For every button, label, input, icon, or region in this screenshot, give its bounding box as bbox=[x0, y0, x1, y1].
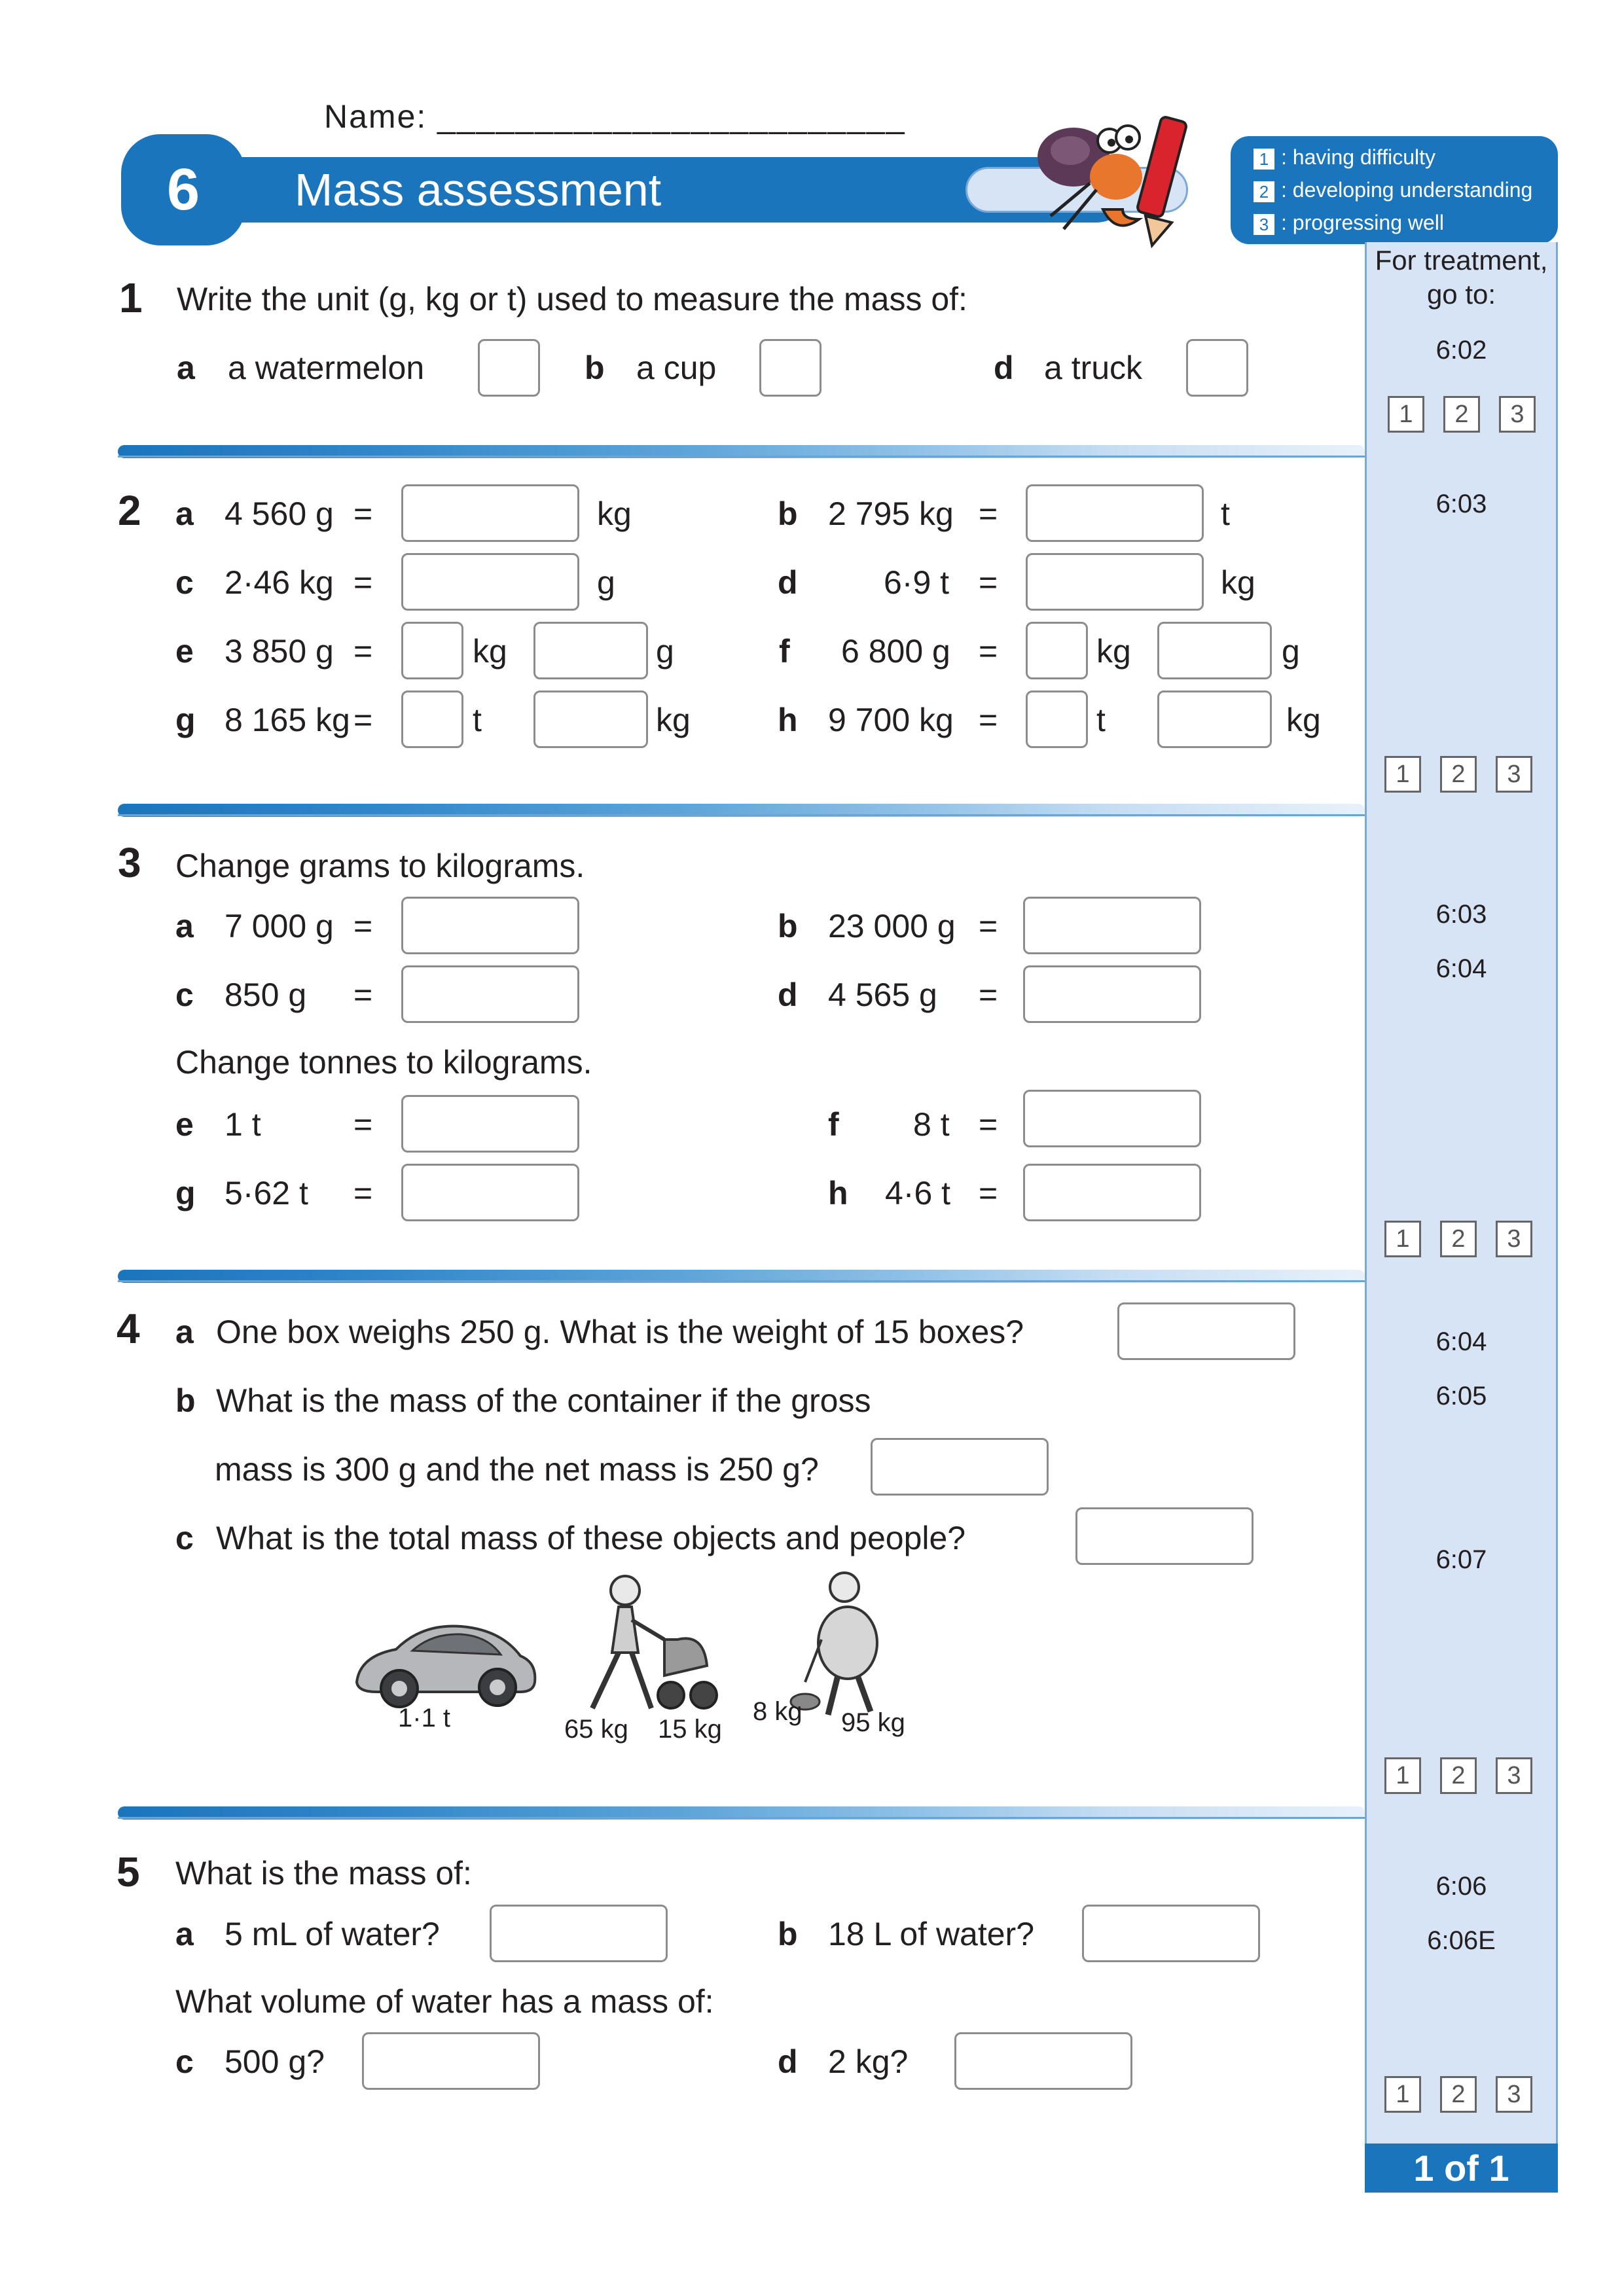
chapter-number: 6 bbox=[166, 157, 200, 223]
q1-d-answer[interactable] bbox=[1186, 339, 1248, 397]
rating-q1-3[interactable]: 3 bbox=[1499, 396, 1536, 433]
rating-q2-3[interactable]: 3 bbox=[1496, 756, 1532, 793]
rating-q4-3[interactable]: 3 bbox=[1496, 1757, 1532, 1794]
q5-prompt-2: What volume of water has a mass of: bbox=[175, 1983, 714, 2020]
code-q2-1: 6:03 bbox=[1435, 490, 1487, 518]
q2-g-unit-t: t bbox=[473, 702, 482, 738]
q1-b-answer[interactable] bbox=[759, 339, 821, 397]
q5-b-text: 18 L of water? bbox=[828, 1916, 1035, 1952]
q2-g-unit-kg: kg bbox=[656, 702, 691, 738]
code-q4-2: 6:05 bbox=[1435, 1382, 1487, 1410]
q1-a-answer[interactable] bbox=[478, 339, 540, 397]
q2-e-answer-g[interactable] bbox=[533, 622, 648, 679]
name-label: Name: ________________________ bbox=[324, 98, 906, 135]
rating-q4-2[interactable]: 2 bbox=[1440, 1757, 1477, 1794]
q3-a-equals: = bbox=[353, 908, 373, 944]
q4-b-text-2: mass is 300 g and the net mass is 250 g? bbox=[215, 1451, 819, 1488]
sidebar-heading: For treatment, go to: bbox=[1375, 245, 1548, 310]
q3-b-expr: 23 000 g bbox=[828, 908, 956, 944]
q3-d-expr: 4 565 g bbox=[828, 977, 937, 1013]
q2-b-unit: t bbox=[1221, 495, 1230, 532]
q5-d-text: 2 kg? bbox=[828, 2043, 909, 2080]
code-q4-1: 6:04 bbox=[1435, 1327, 1487, 1356]
q3-c-expr: 850 g bbox=[225, 977, 307, 1013]
rating-q5-1[interactable]: 1 bbox=[1384, 2076, 1421, 2113]
q3-h-expr: 4·6 t bbox=[885, 1175, 951, 1211]
q2-c-equals: = bbox=[353, 564, 373, 601]
q1-b-letter: b bbox=[585, 350, 605, 386]
question-number-4: 4 bbox=[117, 1305, 140, 1352]
q1-d-text: a truck bbox=[1044, 350, 1143, 386]
q5-a-answer[interactable] bbox=[490, 1905, 668, 1962]
section-divider bbox=[118, 804, 1365, 817]
question-number-1: 1 bbox=[119, 274, 143, 321]
code-q1-1: 6:02 bbox=[1435, 336, 1487, 365]
q5-c-text: 500 g? bbox=[225, 2043, 325, 2080]
section-divider bbox=[118, 445, 1365, 458]
q2-a-unit: kg bbox=[597, 495, 632, 532]
q2-e-answer-kg[interactable] bbox=[401, 622, 463, 679]
legend-row-2: 2 : developing understanding bbox=[1254, 175, 1532, 204]
q3-prompt-1: Change grams to kilograms. bbox=[175, 848, 585, 884]
q4-c-answer[interactable] bbox=[1075, 1507, 1254, 1565]
hermit-crab-mascot-icon bbox=[1024, 105, 1221, 255]
q5-a-letter: a bbox=[175, 1916, 194, 1952]
q3-e-answer[interactable] bbox=[401, 1095, 579, 1153]
q3-g-answer[interactable] bbox=[401, 1164, 579, 1221]
legend-row-1: 1 : having difficulty bbox=[1254, 143, 1435, 171]
q5-d-answer[interactable] bbox=[954, 2032, 1132, 2090]
q3-f-answer[interactable] bbox=[1023, 1090, 1201, 1147]
q2-e-letter: e bbox=[175, 633, 194, 670]
q2-e-expr: 3 850 g bbox=[225, 633, 334, 670]
q2-h-expr: 9 700 kg bbox=[828, 702, 954, 738]
q2-b-equals: = bbox=[979, 495, 998, 532]
man-mass-label: 95 kg bbox=[841, 1708, 905, 1737]
code-q3-2: 6:04 bbox=[1435, 954, 1487, 983]
q4-c-text: What is the total mass of these objects and people? bbox=[216, 1520, 966, 1556]
q3-b-equals: = bbox=[979, 908, 998, 944]
q2-d-unit: kg bbox=[1221, 564, 1255, 601]
q2-c-answer[interactable] bbox=[401, 553, 579, 611]
q2-d-equals: = bbox=[979, 564, 998, 601]
q1-d-letter: d bbox=[994, 350, 1014, 386]
q2-g-answer-kg[interactable] bbox=[533, 691, 648, 748]
q2-d-answer[interactable] bbox=[1026, 553, 1204, 611]
rating-q3-1[interactable]: 1 bbox=[1384, 1221, 1421, 1257]
code-q5-1: 6:06 bbox=[1435, 1872, 1487, 1901]
q3-a-answer[interactable] bbox=[401, 897, 579, 954]
q5-b-letter: b bbox=[778, 1916, 798, 1952]
q4-a-answer[interactable] bbox=[1117, 1302, 1295, 1360]
q1-prompt: Write the unit (g, kg or t) used to measure the mass of: bbox=[177, 281, 967, 317]
q3-h-letter: h bbox=[828, 1175, 848, 1211]
q3-f-expr: 8 t bbox=[913, 1106, 950, 1143]
q2-f-equals: = bbox=[979, 633, 998, 670]
q2-a-letter: a bbox=[175, 495, 194, 532]
q1-a-letter: a bbox=[177, 350, 195, 386]
rating-q4-1[interactable]: 1 bbox=[1384, 1757, 1421, 1794]
question-number-2: 2 bbox=[118, 487, 141, 534]
q3-e-expr: 1 t bbox=[225, 1106, 261, 1143]
q5-c-letter: c bbox=[175, 2043, 194, 2080]
q2-e-equals: = bbox=[353, 633, 373, 670]
q5-b-answer[interactable] bbox=[1082, 1905, 1260, 1962]
man-with-dog-icon bbox=[789, 1568, 887, 1725]
q2-b-expr: 2 795 kg bbox=[828, 495, 954, 532]
q2-g-equals: = bbox=[353, 702, 373, 738]
q3-b-letter: b bbox=[778, 908, 798, 944]
q2-b-letter: b bbox=[778, 495, 798, 532]
q2-d-expr: 6·9 t bbox=[884, 564, 950, 601]
q5-prompt-1: What is the mass of: bbox=[175, 1855, 472, 1892]
q5-c-answer[interactable] bbox=[362, 2032, 540, 2090]
q3-a-letter: a bbox=[175, 908, 194, 944]
rating-q2-2[interactable]: 2 bbox=[1440, 756, 1477, 793]
q2-f-unit-kg: kg bbox=[1096, 633, 1131, 670]
rating-q1-1[interactable]: 1 bbox=[1388, 396, 1424, 433]
q2-d-letter: d bbox=[778, 564, 798, 601]
page-title: Mass assessment bbox=[295, 164, 662, 215]
car-icon bbox=[350, 1610, 540, 1715]
car-mass-label: 1·1 t bbox=[398, 1704, 451, 1732]
q3-c-letter: c bbox=[175, 977, 194, 1013]
q2-a-equals: = bbox=[353, 495, 373, 532]
rating-q3-2[interactable]: 2 bbox=[1440, 1221, 1477, 1257]
q2-f-letter: f bbox=[779, 633, 790, 670]
q3-f-equals: = bbox=[979, 1106, 998, 1143]
q2-g-letter: g bbox=[175, 702, 196, 738]
section-divider bbox=[118, 1806, 1365, 1820]
q2-b-answer[interactable] bbox=[1026, 484, 1204, 542]
q3-h-answer[interactable] bbox=[1023, 1164, 1201, 1221]
q1-b-text: a cup bbox=[636, 350, 717, 386]
q2-e-unit-kg: kg bbox=[473, 633, 507, 670]
q3-a-expr: 7 000 g bbox=[225, 908, 334, 944]
q2-e-unit-g: g bbox=[656, 633, 674, 670]
rating-q1-2[interactable]: 2 bbox=[1443, 396, 1480, 433]
q3-b-answer[interactable] bbox=[1023, 897, 1201, 954]
woman-mass-label: 65 kg bbox=[564, 1715, 628, 1744]
q2-c-unit: g bbox=[597, 564, 615, 601]
q2-f-answer-kg[interactable] bbox=[1026, 622, 1088, 679]
q3-g-expr: 5·62 t bbox=[225, 1175, 308, 1211]
q2-a-answer[interactable] bbox=[401, 484, 579, 542]
q4-b-answer[interactable] bbox=[871, 1438, 1049, 1496]
rating-q5-3[interactable]: 3 bbox=[1496, 2076, 1532, 2113]
rating-q5-2[interactable]: 2 bbox=[1440, 2076, 1477, 2113]
section-divider bbox=[118, 1270, 1365, 1283]
code-q5-2: 6:06E bbox=[1427, 1926, 1496, 1955]
q4-a-letter: a bbox=[175, 1314, 194, 1350]
question-number-3: 3 bbox=[118, 839, 141, 886]
q3-d-letter: d bbox=[778, 977, 798, 1013]
q2-a-expr: 4 560 g bbox=[225, 495, 334, 532]
q2-g-expr: 8 165 kg bbox=[225, 702, 350, 738]
pram-mass-label: 15 kg bbox=[658, 1715, 722, 1744]
code-q3-1: 6:03 bbox=[1435, 900, 1487, 929]
q3-g-equals: = bbox=[353, 1175, 373, 1211]
legend-row-3: 3 : progressing well bbox=[1254, 208, 1444, 237]
rating-q3-3[interactable]: 3 bbox=[1496, 1221, 1532, 1257]
q3-prompt-2: Change tonnes to kilograms. bbox=[175, 1044, 592, 1081]
q5-d-letter: d bbox=[778, 2043, 798, 2080]
q2-h-equals: = bbox=[979, 702, 998, 738]
q2-c-letter: c bbox=[175, 564, 194, 601]
dog-mass-label: 8 kg bbox=[753, 1697, 803, 1726]
q3-h-equals: = bbox=[979, 1175, 998, 1211]
q1-a-text: a watermelon bbox=[228, 350, 425, 386]
question-number-5: 5 bbox=[117, 1848, 140, 1895]
q4-b-text-1: What is the mass of the container if the gross bbox=[216, 1382, 871, 1419]
q2-f-answer-g[interactable] bbox=[1157, 622, 1272, 679]
q2-f-unit-g: g bbox=[1282, 633, 1300, 670]
q3-d-answer[interactable] bbox=[1023, 965, 1201, 1023]
q2-h-answer-kg[interactable] bbox=[1157, 691, 1272, 748]
q3-f-letter: f bbox=[828, 1106, 839, 1143]
q2-c-expr: 2·46 kg bbox=[225, 564, 334, 601]
q5-a-text: 5 mL of water? bbox=[225, 1916, 440, 1952]
q2-h-unit-t: t bbox=[1096, 702, 1106, 738]
q3-e-equals: = bbox=[353, 1106, 373, 1143]
q2-f-expr: 6 800 g bbox=[841, 633, 950, 670]
woman-with-pram-icon bbox=[566, 1568, 727, 1725]
code-q4-3: 6:07 bbox=[1435, 1545, 1487, 1574]
q2-h-letter: h bbox=[778, 702, 798, 738]
rating-q2-1[interactable]: 1 bbox=[1384, 756, 1421, 793]
q4-b-letter: b bbox=[175, 1382, 196, 1419]
q4-a-text: One box weighs 250 g. What is the weight of 15 boxes? bbox=[216, 1314, 1024, 1350]
q4-c-letter: c bbox=[175, 1520, 194, 1556]
q3-e-letter: e bbox=[175, 1106, 194, 1143]
q2-g-answer-t[interactable] bbox=[401, 691, 463, 748]
q2-h-answer-t[interactable] bbox=[1026, 691, 1088, 748]
q3-c-answer[interactable] bbox=[401, 965, 579, 1023]
q3-c-equals: = bbox=[353, 977, 373, 1013]
q3-d-equals: = bbox=[979, 977, 998, 1013]
q2-h-unit-kg: kg bbox=[1286, 702, 1321, 738]
q3-g-letter: g bbox=[175, 1175, 196, 1211]
page-label: 1 of 1 bbox=[1413, 2147, 1509, 2189]
